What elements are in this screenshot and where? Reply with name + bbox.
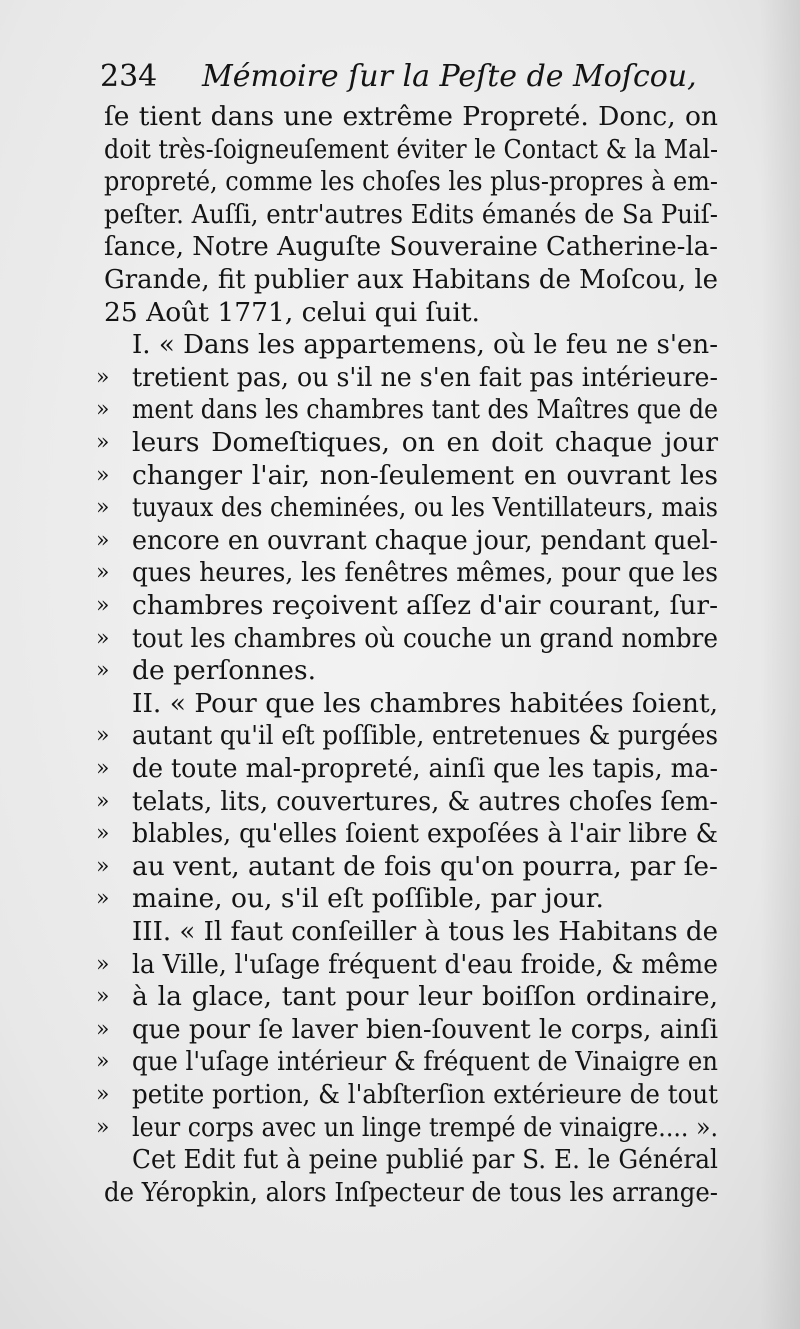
line-text: leurs Domeſtiques, on en doit chaque jour xyxy=(132,427,719,458)
line-text: de toute mal-propreté, ainſi que les tapis, ma- xyxy=(132,753,718,784)
text-line xyxy=(0,1143,800,1176)
guillemet-mark: » xyxy=(96,788,110,814)
guillemet-mark: » xyxy=(96,821,110,847)
page-header xyxy=(100,52,740,102)
text-line xyxy=(0,491,800,524)
line-text: petite portion, & l'abſterſion extérieure de tout xyxy=(132,1079,719,1110)
text-line xyxy=(0,165,800,198)
guillemet-mark: » xyxy=(96,1114,110,1140)
text-line xyxy=(0,1045,800,1078)
line-text: la Ville, l'uſage fréquent d'eau froide, & même xyxy=(132,948,718,980)
guillemet-mark: » xyxy=(96,625,110,651)
line-text: que pour ſe laver bien-ſouvent le corps, ainſi xyxy=(132,1013,719,1045)
guillemet-mark: » xyxy=(96,397,110,423)
guillemet-mark: » xyxy=(96,853,110,879)
line-text: blables, qu'elles ſoient expoſées à l'air libre & xyxy=(132,818,718,850)
text-line xyxy=(0,850,800,883)
guillemet-mark: » xyxy=(96,1082,110,1107)
guillemet-mark: » xyxy=(96,527,110,553)
text-line xyxy=(0,263,800,296)
guillemet-mark: » xyxy=(96,951,110,977)
line-text: II. « Pour que les chambres habitées ſoient, xyxy=(132,687,719,719)
guillemet-mark: » xyxy=(96,1016,110,1042)
text-line xyxy=(0,556,800,589)
text-line xyxy=(0,361,800,394)
text-line xyxy=(0,1111,800,1144)
line-text: III. « Il faut conſeiller à tous les Habitans de xyxy=(132,916,718,947)
line-text: leur corps avec un linge trempé de vinaigre.... ». xyxy=(132,1111,719,1143)
line-text: Cet Edit fut à peine publié par S. E. le Général xyxy=(132,1144,718,1176)
guillemet-mark: » xyxy=(96,658,110,684)
page-gutter-shadow xyxy=(760,0,800,1329)
text-line xyxy=(0,1176,800,1209)
line-text: de Yéropkin, alors Inſpecteur de tous les arrange- xyxy=(104,1176,718,1208)
guillemet-mark: » xyxy=(96,462,110,488)
text-line xyxy=(0,426,800,459)
text-line xyxy=(0,785,800,818)
text-line xyxy=(0,915,800,948)
text-line xyxy=(0,1013,800,1046)
guillemet-mark: » xyxy=(96,723,110,749)
line-text: maine, ou, s'il eſt poſſible, par jour. xyxy=(132,883,604,915)
line-text: doit très-ſoigneuſement éviter le Contact & la Mal- xyxy=(104,133,718,165)
text-line xyxy=(0,328,800,361)
guillemet-mark: » xyxy=(96,984,110,1010)
line-text: ques heures, les fenêtres mêmes, pour que les xyxy=(132,557,718,589)
text-line xyxy=(0,687,800,720)
line-text: tout les chambres où couche un grand nombre xyxy=(132,622,718,654)
line-text: peſter. Auſſi, entr'autres Edits émanés de Sa Puiſ- xyxy=(104,198,719,230)
line-text: propreté, comme les choſes les plus-propres à em- xyxy=(104,166,718,198)
line-text: à la glace, tant pour leur boiſſon ordinaire, xyxy=(132,981,719,1013)
text-line xyxy=(0,133,800,166)
text-line xyxy=(0,459,800,492)
line-text: chambres reçoivent aſſez d'air courant, ſur- xyxy=(132,590,719,621)
text-line xyxy=(0,980,800,1013)
guillemet-mark: » xyxy=(96,1049,110,1075)
text-line xyxy=(0,948,800,981)
text-line xyxy=(0,100,800,133)
line-text: encore en ouvrant chaque jour, pendant quel- xyxy=(132,524,718,556)
text-line xyxy=(0,752,800,785)
line-text: au vent, autant de fois qu'on pourra, par ſe- xyxy=(132,850,718,882)
text-line xyxy=(0,654,800,687)
line-text: changer l'air, non-ſeulement en ouvrant les xyxy=(132,459,718,491)
line-text: de perſonnes. xyxy=(132,655,316,687)
guillemet-mark: » xyxy=(96,560,110,586)
text-line xyxy=(0,524,800,557)
text-line xyxy=(0,1078,800,1111)
line-text: I. « Dans les appartemens, où le feu ne s'en- xyxy=(132,329,718,361)
text-line xyxy=(0,882,800,915)
text-line xyxy=(0,296,800,329)
guillemet-mark: » xyxy=(96,756,110,781)
guillemet-mark: » xyxy=(96,886,110,912)
text-line xyxy=(0,393,800,426)
text-line xyxy=(0,622,800,655)
text-line xyxy=(0,719,800,752)
guillemet-mark: » xyxy=(96,364,110,390)
text-line xyxy=(0,589,800,622)
page-number: 234 xyxy=(100,59,158,94)
line-text: ſance, Notre Auguſte Souveraine Catherine-la- xyxy=(104,231,718,263)
line-text: tretient pas, ou s'il ne s'en fait pas intérieure- xyxy=(132,361,719,393)
line-text: que l'uſage intérieur & fréquent de Vinaigre en xyxy=(132,1046,718,1078)
running-title: Mémoire ſur la Peſte de Moſcou, xyxy=(202,59,697,94)
line-text: ſe tient dans une extrême Propreté. Donc, on xyxy=(104,101,718,132)
line-text: telats, lits, couvertures, & autres choſes ſem- xyxy=(132,785,718,817)
guillemet-mark: » xyxy=(96,430,110,455)
line-text: Grande, fit publier aux Habitans de Moſcou, le xyxy=(104,264,719,295)
text-line xyxy=(0,817,800,850)
guillemet-mark: » xyxy=(96,593,110,618)
line-text: autant qu'il eſt poſſible, entretenues & purgées xyxy=(132,720,718,752)
line-text: ment dans les chambres tant des Maîtres que de xyxy=(132,394,719,426)
text-line xyxy=(0,230,800,263)
line-text: tuyaux des cheminées, ou les Ventillateurs, mais xyxy=(132,492,719,524)
text-line xyxy=(0,198,800,231)
guillemet-mark: » xyxy=(96,495,110,521)
line-text: 25 Août 1771, celui qui ſuit. xyxy=(104,296,480,328)
